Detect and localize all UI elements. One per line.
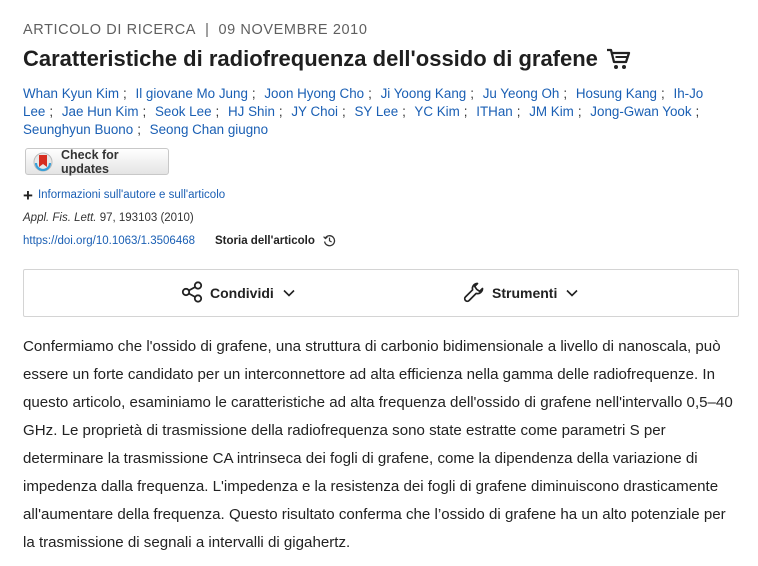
author-link[interactable]: Seunghyun Buono xyxy=(23,121,134,137)
article-history-button[interactable] xyxy=(215,234,336,247)
author-separator: ; xyxy=(402,103,406,119)
author-link[interactable]: HJ Shin xyxy=(228,103,275,119)
meta-separator: | xyxy=(205,22,210,38)
clock-icon xyxy=(323,234,336,247)
author-link[interactable]: YC Kim xyxy=(414,103,460,119)
share-button[interactable] xyxy=(181,270,296,316)
author-separator: ; xyxy=(577,103,582,119)
author-link[interactable]: Jong-Gwan Yook xyxy=(590,103,692,119)
crossmark-icon xyxy=(33,152,53,172)
article-meta xyxy=(23,22,367,38)
author-separator: ; xyxy=(49,103,54,119)
author-link[interactable]: Seok Lee xyxy=(154,103,212,119)
author-link[interactable]: JY Choi xyxy=(291,103,339,119)
author-separator: ; xyxy=(470,86,474,101)
author-link[interactable]: JM Kim xyxy=(529,103,574,119)
check-for-updates-label: Check for updates xyxy=(61,147,119,176)
wrench-icon xyxy=(463,281,485,306)
share-label: Condividi xyxy=(210,285,274,301)
author-separator: ; xyxy=(516,103,521,119)
article-title-row xyxy=(23,46,631,72)
article-type: ARTICOLO DI RICERCA xyxy=(23,22,197,38)
author-link[interactable]: Whan Kyun Kim xyxy=(23,86,120,101)
author-link[interactable]: SY Lee xyxy=(354,103,399,119)
author-link[interactable]: Il giovane Mo Jung xyxy=(135,86,248,101)
author-separator: ; xyxy=(368,86,372,101)
citation-details: 97, 193103 (2010) xyxy=(96,212,194,224)
check-for-updates-button[interactable] xyxy=(25,148,169,175)
author-list xyxy=(23,85,735,138)
citation xyxy=(23,212,194,224)
author-link[interactable]: Seong Chan giugno xyxy=(149,121,269,137)
author-link[interactable]: Hosung Kang xyxy=(575,86,658,101)
share-icon xyxy=(181,281,203,306)
author-article-info-label: Informazioni sull'autore e sull'articolo xyxy=(37,189,226,201)
article-toolbar xyxy=(23,269,739,317)
author-separator: ; xyxy=(142,103,147,119)
abstract-text: Confermiamo che l'ossido di grafene, una struttura di carbonio bidimensionale a livello di nanoscala, può essere un forte candidato per un interconnettore ad alta efficienza nella gamma delle radiofrequenze. In questo articolo, esaminiamo le caratteristiche ad alta frequenza dell'ossido di grafene nell'intervallo 0,5–40 GHz. Le proprietà di trasmissione della radiofrequenza sono state estratte come parametri S per determinare la trasmissione CA intrinseca dei fogli di grafene, come la dipendenza della variazione di impedenza dalla frequenza. L'impedenza e la resistenza dei fogli di grafene diminuiscono drasticamente all'aumentare della frequenza. Questo risultato conferma che l’ossido di grafene ha un alto potenziale per la trasmissione di segnali a intervalli di gigahertz. xyxy=(23,338,733,551)
doi-row xyxy=(23,234,336,247)
author-link[interactable]: Jae Hun Kim xyxy=(61,103,139,119)
doi-link[interactable]: https://doi.org/10.1063/1.3506468 xyxy=(23,234,196,247)
tools-label: Strumenti xyxy=(492,285,558,301)
author-separator: ; xyxy=(563,86,568,101)
shopping-cart-icon[interactable] xyxy=(605,47,631,71)
author-link[interactable]: Ih-Jo Lee xyxy=(23,86,704,119)
author-separator: ; xyxy=(342,103,346,119)
author-link[interactable]: ITHan xyxy=(476,103,513,119)
publication-date: 09 NOVEMBRE 2010 xyxy=(218,22,368,38)
author-separator: ; xyxy=(215,103,220,119)
journal-name: Appl. Fis. Lett. xyxy=(23,212,97,224)
author-separator: ; xyxy=(251,86,256,101)
chevron-down-icon xyxy=(282,285,296,301)
article-title: Caratteristiche di radiofrequenza dell'ossido di grafene xyxy=(23,46,598,71)
author-link[interactable]: Joon Hyong Cho xyxy=(264,86,365,101)
tools-button[interactable] xyxy=(463,270,579,316)
author-link[interactable]: Ji Yoong Kang xyxy=(380,86,467,101)
author-separator: ; xyxy=(695,103,700,119)
author-separator: ; xyxy=(123,86,127,101)
author-separator: ; xyxy=(137,121,141,137)
author-article-info-toggle[interactable] xyxy=(23,185,226,205)
author-separator: ; xyxy=(661,86,665,101)
author-separator: ; xyxy=(278,103,283,119)
author-separator: ; xyxy=(463,103,468,119)
plus-icon: + xyxy=(23,185,33,205)
chevron-down-icon xyxy=(565,285,579,301)
author-link[interactable]: Ju Yeong Oh xyxy=(482,86,560,101)
article-history-label: Storia dell'articolo xyxy=(215,234,315,247)
